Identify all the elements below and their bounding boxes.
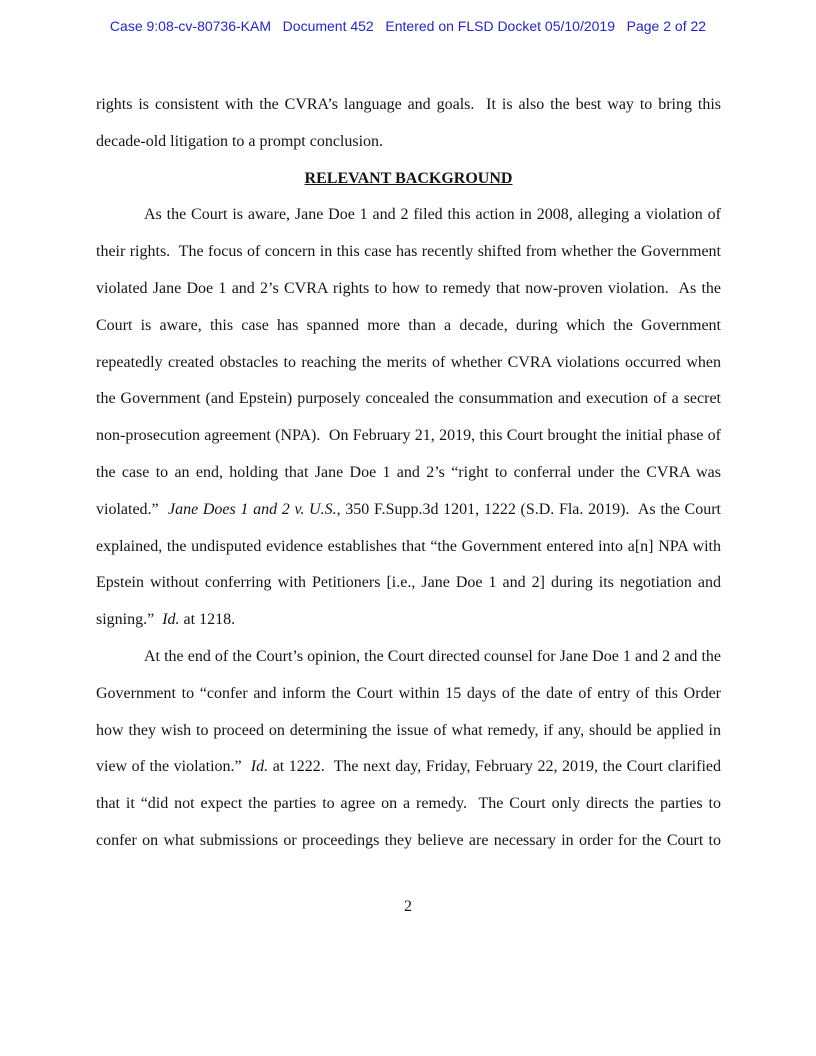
text-run: , 350 F.Supp.3d 1201, 1222 (S.D. Fla. 2019). As the Court explained, the undisputed evidence establishes that “the Government entered into a[n] NPA with Epstein without conferring with Petitioners [i.e., Jane Doe 1 and 2] during its negotiation and signing.”	[96, 500, 725, 629]
page-number: 2	[404, 898, 412, 915]
text-run: As the Court is aware, Jane Doe 1 and 2 filed this action in 2008, alleging a violation of their rights. The focus of concern in this case has recently shifted from whether the Government violated Jane Doe 1 and 2’s CVRA rights to how to remedy that now-proven violation. As the Court is aware, this case has spanned more than a decade, during which the Government repeatedly created obstacles to reaching the merits of whether CVRA violations occurred when the Government (and Epstein) purposely concealed the consummation and execution of a secret non-prosecution agreement (NPA). On February 21, 2019, this Court brought the initial phase of the case to an end, holding that Jane Doe 1 and 2’s “right to conferral under the CVRA was violated.”	[96, 206, 725, 518]
paragraph	[96, 639, 725, 860]
italic-text-run: Jane Does 1 and 2 v. U.S.	[168, 500, 337, 518]
document-body	[96, 87, 725, 860]
paragraph	[96, 197, 725, 639]
ecf-header-stamp: Case 9:08-cv-80736-KAM Document 452 Entered on FLSD Docket 05/10/2019 Page 2 of 22	[109, 18, 707, 34]
italic-text-run: Id.	[250, 758, 269, 776]
text-run: rights is consistent with the CVRA’s language and goals. It is also the best way to bring this decade-old litigation to a prompt conclusion.	[96, 96, 725, 150]
paragraph	[96, 87, 725, 161]
section-heading	[96, 161, 721, 198]
text-run: at 1218.	[179, 611, 236, 629]
text-run: At the end of the Court’s opinion, the Court directed counsel for Jane Doe 1 and 2 and the Government to “confer and inform the Court within 15 days of the date of entry of this Order how they wish to proceed on determining the issue of what remedy, if any, should be applied in view of the violation.”	[96, 647, 725, 776]
text-run: RELEVANT BACKGROUND	[304, 169, 513, 187]
italic-text-run: Id.	[162, 611, 180, 629]
text-run: at 1222. The next day, Friday, February 22, 2019, the Court clarified that it “did not expect the parties to agree on a remedy. The Court only directs the parties to confer on what submissions or proceedings they believe are necessary in order for the Court to	[96, 758, 725, 849]
